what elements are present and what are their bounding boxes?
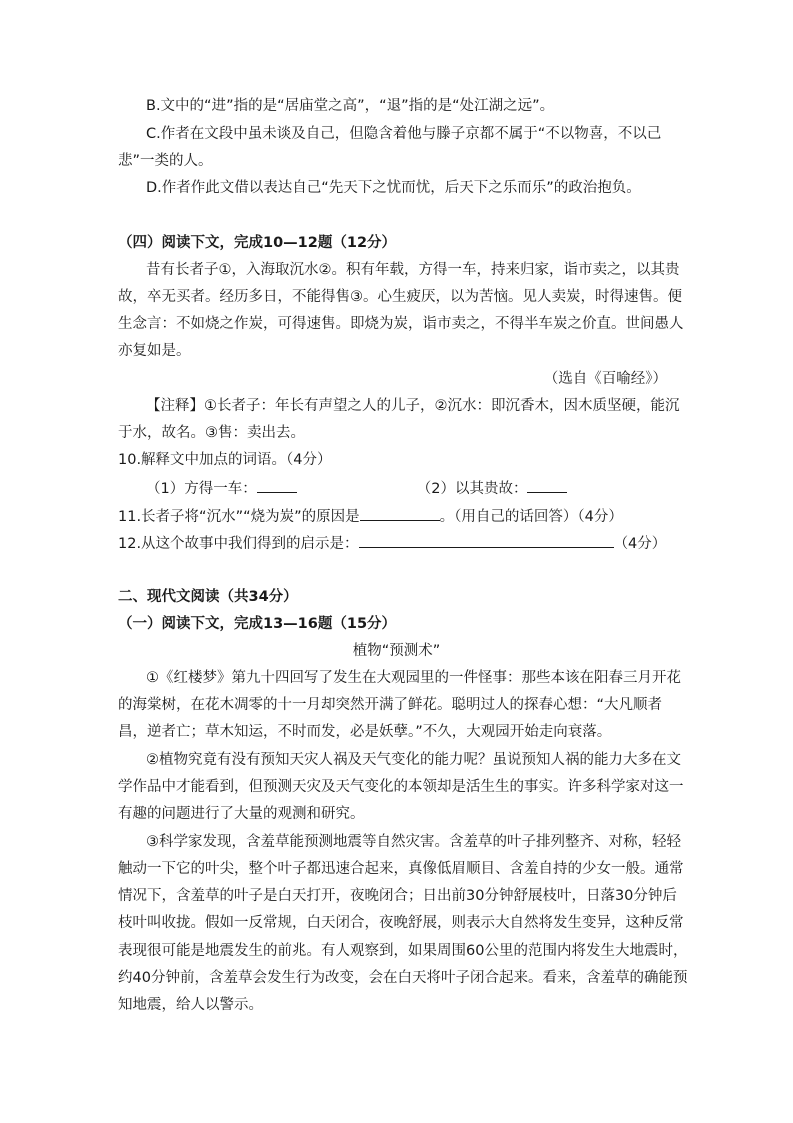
q12-prompt: 12.从这个故事中我们得到的启示是：	[118, 536, 359, 552]
question-12	[118, 533, 678, 554]
part2-subheading: （一）阅读下文，完成13—16题（15分）	[118, 616, 397, 632]
note-line-1: 【注释】①长者子：年长有声望之人的儿子，②沉水：即沉香木，因木质坚硬，能沉	[146, 398, 680, 414]
q10-item-1-blank[interactable]	[257, 478, 297, 493]
q12-suffix: （4分）	[613, 536, 667, 552]
option-c-line-2: 悲”一类的人。	[118, 153, 213, 169]
para1-line-3: 昌，逆者亡；草木知运，不时而发，必是妖孽。”不久，大观园开始走向衰落。	[118, 724, 612, 740]
para3-line-2: 触动一下它的叶尖，整个叶子都迅速合起来，真像低眉顺目、含羞自持的少女一般。通常	[118, 861, 684, 877]
q10-item-1-label: （1）方得一车：	[146, 481, 257, 497]
option-b: B.文中的“进”指的是“居庙堂之高”，“退”指的是“处江湖之远”。	[146, 98, 555, 114]
note-line-2: 于水，故名。③售：卖出去。	[118, 425, 305, 441]
para3-line-7: 知地震，给人以警示。	[118, 997, 263, 1013]
para1-line-1: ①《红楼梦》第九十四回写了发生在大观园里的一件怪事：那些本该在阳春三月开花	[146, 670, 681, 686]
article-title: 植物“预测术”	[352, 643, 441, 659]
q12-answer-blank[interactable]	[359, 533, 614, 548]
para3-line-5: 表现很可能是地震发生的前兆。有人观察到，如果周围60公里的范围内将发生大地震时，	[118, 943, 688, 959]
part4-heading: （四）阅读下文，完成10—12题（12分）	[118, 235, 397, 251]
q11-prompt: 11.长者子将“沉水”“烧为炭”的原因是	[118, 509, 360, 525]
para3-line-4: 枝叶叫收拢。假如一反常规，白天闭合，夜晚舒展，则表示大自然将发生变异，这种反常	[118, 915, 684, 931]
passage-line-3: 生念言：不如烧之作炭，可得速售。即烧为炭，诣市卖之，不得半车炭之价直。世间愚人	[118, 316, 684, 332]
question-10-items	[146, 478, 706, 499]
question-10: 10.解释文中加点的词语。（4分）	[118, 452, 332, 468]
para3-line-6: 约40分钟前，含羞草会发生行为改变，会在白天将叶子闭合起来。看来，含羞草的确能预	[118, 970, 688, 986]
question-11	[118, 506, 678, 527]
option-d: D.作者作此文借以表达自己“先天下之忧而忧，后天下之乐而乐”的政治抱负。	[146, 180, 641, 196]
part2-heading: 二、现代文阅读（共34分）	[118, 589, 298, 605]
para2-line-3: 有趣的问题进行了大量的观测和研究。	[118, 806, 365, 822]
q10-item-2-blank[interactable]	[527, 478, 567, 493]
q11-suffix: 。（用自己的话回答）（4分）	[439, 509, 623, 525]
q11-answer-blank[interactable]	[360, 506, 440, 521]
para3-line-1: ③科学家发现，含羞草能预测地震等自然灾害。含羞草的叶子排列整齐、对称，轻轻	[146, 834, 681, 850]
q10-item-2-label: （2）以其贵故：	[416, 481, 528, 497]
option-c-line-1: C.作者在文段中虽未谈及自己，但隐含着他与滕子京都不属于“不以物喜，不以己	[146, 126, 662, 142]
passage-line-2: 故，卒无买者。经历多日，不能得售③。心生疲厌，以为苦恼。见人卖炭，时得速售。便	[118, 289, 682, 305]
para2-line-1: ②植物究竟有没有预知天灾人祸及天气变化的能力呢？虽说预知人祸的能力大多在文	[146, 752, 681, 768]
passage-line-4: 亦复如是。	[118, 343, 191, 359]
passage-line-1: 昔有长者子①，入海取沉水②。积有年载，方得一车，持来归家，诣市卖之，以其贵	[146, 262, 680, 278]
para3-line-3: 情况下，含羞草的叶子是白天打开，夜晚闭合；日出前30分钟舒展枝叶，日落30分钟后	[118, 888, 677, 904]
para2-line-2: 学作品中才能看到，但预测天灾及天气变化的本领却是活生生的事实。许多科学家对这一	[118, 779, 684, 795]
passage-source: （选自《百喻经》）	[543, 371, 667, 387]
para1-line-2: 的海棠树，在花木凋零的十一月却突然开满了鲜花。聪明过人的探春心想：“大凡顺者	[118, 697, 663, 713]
